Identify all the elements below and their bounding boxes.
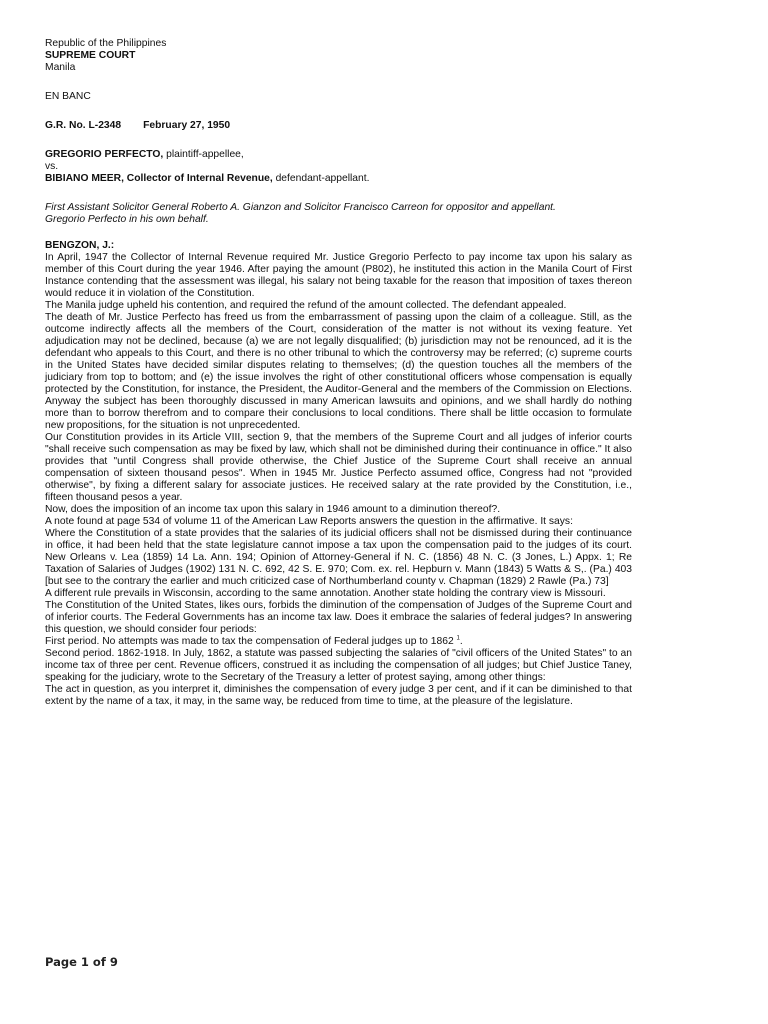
paragraph: A different rule prevails in Wisconsin, according to the same annotation. Another state holding the contrary view is Missouri. xyxy=(45,588,606,599)
court-header xyxy=(45,38,632,74)
paragraph: The death of Mr. Justice Perfecto has freed us from the embarrassment of passing upon the claim of a colleague. Still, as the outcome indirectly affects all the members of the Court, consideration of the matter is not without its vexing feature. Yet adjudication may not be declined, because (a) we are not legally disqualified; (b) jurisdiction may not be renounced, ad it is the defendant who appeals to this Court, and there is no other tribunal to which the controversy may be referred; (c) supreme courts in the United States have decided similar disputes relating to themselves; (d) the question touches all the members of the judiciary from top to bottom; and (e) the issue involves the right of other constitutional officers whose compensation is equally protected by the Constitution, for instance, the President, the Auditor-General and the members of the Commission on Elections. Anyway the subject has been thoroughly discussed in many American lawsuits and opinions, and we shall hardly do nothing more than to borrow therefrom and to compare their conclusions to local conditions. There shall be little occasion to formulate new propositions, for the situation is not unprecedented. xyxy=(45,312,632,431)
court-name: SUPREME COURT xyxy=(45,50,136,61)
republic-line: Republic of the Philippines xyxy=(45,38,167,49)
defendant-name: BIBIANO MEER, Collector of Internal Revenue, xyxy=(45,173,273,184)
paragraph: Our Constitution provides in its Article VIII, section 9, that the members of the Supreme Court and all judges of inferior courts "shall receive such compensation as may be fixed by law, which shall not be diminished during their continuance in office." It also provides that "until Congress shall provide otherwise, the Chief Justice of the Supreme Court shall receive an annual compensation of sixteen thousand pesos". When in 1945 Mr. Justice Perfecto assumed office, Congress had not "provided otherwise", by fixing a different salary for associate justices. He received salary at the rate provided by the Constitution, i.e., fifteen thousand pesos a year. xyxy=(45,432,632,503)
paragraph: A note found at page 534 of volume 11 of the American Law Reports answers the question in the affirmative. It says: xyxy=(45,516,573,527)
counsel-appellee: Gregorio Perfecto in his own behalf. xyxy=(45,214,209,225)
defendant-role: defendant-appellant. xyxy=(272,173,370,184)
counsel-appellant: First Assistant Solicitor General Roberto A. Gianzon and Solicitor Francisco Carreon for oppositor and appellant. xyxy=(45,202,556,213)
paragraph-text: First period. No attempts was made to tax the compensation of Federal judges up to 1862 xyxy=(45,636,457,647)
case-number-line xyxy=(45,120,632,132)
quote-text: Where the Constitution of a state provides that the salaries of its judicial officers shall not be dismissed during their continuance in office, it had been held that the state legislature cannot impose a tax upon the compensation paid to the judges of its court. New Orleans v. Lea (1859) 14 La. Ann. 194; Opinion of Attorney-General if N. C. (1856) 48 N. C. (3 Jones, L.) Appx. 1; Re Taxation of Salaries of Judges (1902) 131 N. C. 692, 42 S. E. 970; Com. ex. rel. Hepburn v. Mann (1843) 5 Watts & S,. (Pa.) 403 [but see to the contrary the earlier and much criticized case of Northumberland county v. Chapman (1829) 2 Rawle (Pa.) 73] xyxy=(45,528,632,587)
footnote-ref[interactable]: 1 xyxy=(456,635,460,642)
paragraph: In April, 1947 the Collector of Internal Revenue required Mr. Justice Gregorio Perfecto to pay income tax upon his salary as member of this Court during the year 1946. After paying the amount (P802), he instituted this action in the Manila Court of First Instance contending that the assessment was illegal, his salary not being taxable for the reason that imposition of taxes thereon would reduce it in violation of the Constitution. xyxy=(45,252,632,299)
document-page xyxy=(45,38,632,708)
paragraph: Now, does the imposition of an income tax upon this salary in 1946 amount to a diminution thereof?. xyxy=(45,504,501,515)
paragraph: The Manila judge upheld his contention, and required the refund of the amount collected. The defendant appealed. xyxy=(45,300,567,311)
counsel-block xyxy=(45,202,632,226)
paragraph: Second period. 1862-1918. In July, 1862, a statute was passed subjecting the salaries of "civil officers of the United States" to an income tax of three per cent. Revenue officers, construed it as including the compensation of all judges; but Chief Justice Taney, speaking for the judiciary, wrote to the Secretary of the Treasury a letter of protest saying, among other things: xyxy=(45,648,632,683)
plaintiff-name: GREGORIO PERFECTO, xyxy=(45,149,164,160)
page-number-footer: Page 1 of 9 xyxy=(45,955,118,969)
ponente: BENGZON, J.: xyxy=(45,240,115,251)
block-quote: The act in question, as you interpret it, diminishes the compensation of every judge 3 per cent, and if it can be diminished to that extent by the name of a tax, it may, in the same way, be reduced from time to time, at the pleasure of the legislature. xyxy=(45,684,632,707)
decision-date: February 27, 1950 xyxy=(143,120,231,131)
plaintiff-role: plaintiff-appellee, xyxy=(163,149,244,160)
versus: vs. xyxy=(45,161,59,172)
block-quote xyxy=(45,528,632,588)
case-parties xyxy=(45,149,632,185)
paragraph: First period. No attempts was made to tax the compensation of Federal judges up to 1862 $^1$. xyxy=(45,635,463,647)
quote-mark: ` xyxy=(608,575,611,582)
en-banc-label: EN BANC xyxy=(45,91,91,102)
court-city: Manila xyxy=(45,62,76,73)
gr-number: G.R. No. L-2348 xyxy=(45,120,122,131)
paragraph: The Constitution of the United States, likes ours, forbids the diminution of the compensation of Judges of the Supreme Court and of inferior courts. The Federal Governments has an income tax law. Does it embrace the salaries of federal judges? In answering this question, we should consider four periods: xyxy=(45,600,632,635)
